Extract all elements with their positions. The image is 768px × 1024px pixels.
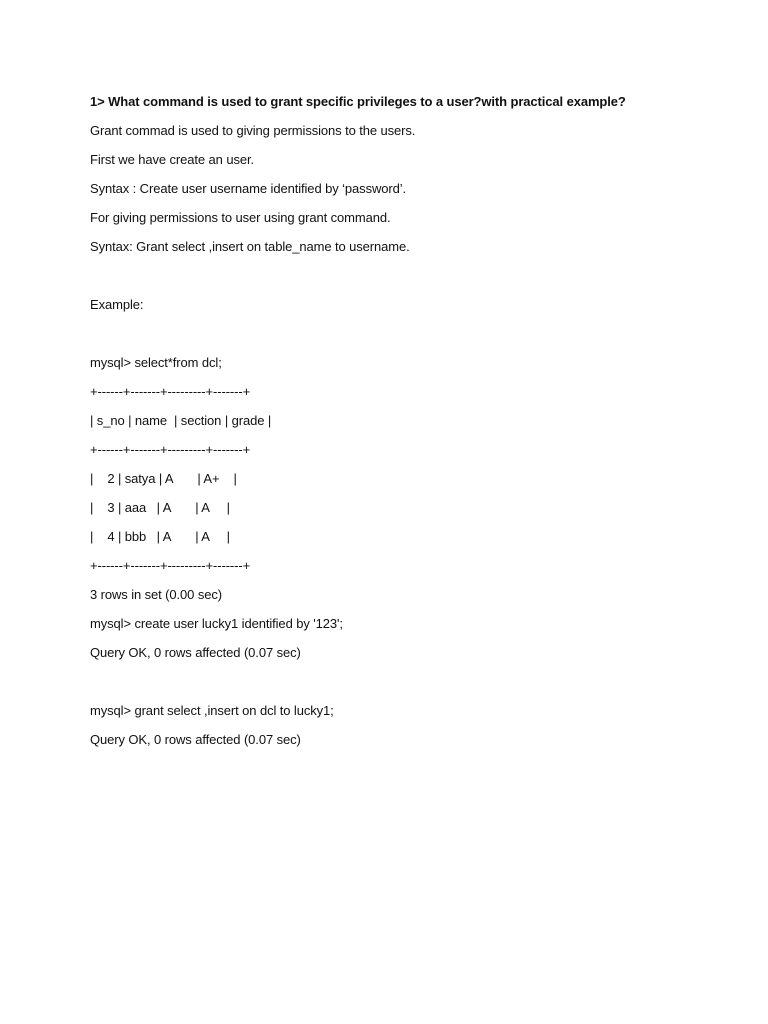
- table-row: | 2 | satya | A | A+ |: [90, 471, 237, 486]
- table-border-bottom: +------+-------+---------+-------+: [90, 558, 251, 573]
- rows-in-set-status: 3 rows in set (0.00 sec): [90, 587, 222, 602]
- syntax-grant: Syntax: Grant select ,insert on table_name to username.: [90, 239, 410, 254]
- table-row: | 4 | bbb | A | A |: [90, 529, 230, 544]
- select-command: mysql> select*from dcl;: [90, 355, 222, 370]
- grant-result: Query OK, 0 rows affected (0.07 sec): [90, 732, 301, 747]
- table-border-mid: +------+-------+---------+-------+: [90, 442, 251, 457]
- example-label: Example:: [90, 297, 144, 312]
- syntax-create-user: Syntax : Create user username identified by ‘password’.: [90, 181, 407, 196]
- grant-intro: For giving permissions to user using grant command.: [90, 210, 391, 225]
- grant-command: mysql> grant select ,insert on dcl to lucky1;: [90, 703, 334, 718]
- table-row: | 3 | aaa | A | A |: [90, 500, 230, 515]
- create-user-command: mysql> create user lucky1 identified by '123';: [90, 616, 343, 631]
- answer-intro: Grant commad is used to giving permissions to the users.: [90, 123, 416, 138]
- question-heading: 1> What command is used to grant specific privileges to a user?with practical example?: [90, 94, 626, 109]
- create-user-result: Query OK, 0 rows affected (0.07 sec): [90, 645, 301, 660]
- answer-step-create-user: First we have create an user.: [90, 152, 255, 167]
- table-header-row: | s_no | name | section | grade |: [90, 413, 272, 428]
- table-border-top: +------+-------+---------+-------+: [90, 384, 251, 399]
